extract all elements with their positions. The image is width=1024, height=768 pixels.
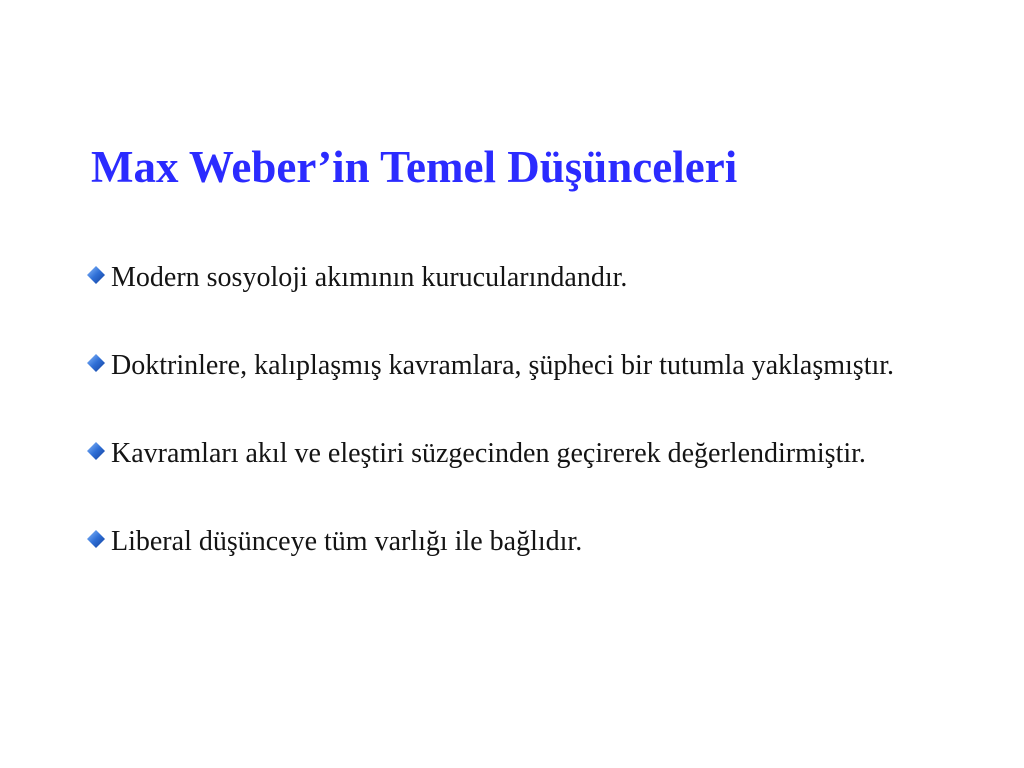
slide-title: Max Weber’in Temel Düşünceleri <box>91 142 738 192</box>
diamond-bullet-icon <box>87 530 105 548</box>
bullet-text: Modern sosyoloji akımının kurucularındandır. <box>111 262 628 293</box>
bullet-text: Kavramları akıl ve eleştiri süzgecinden geçirerek değerlendirmiştir. <box>111 438 866 469</box>
bullet-list <box>87 257 947 609</box>
bullet-item <box>87 257 947 299</box>
bullet-text: Liberal düşünceye tüm varlığı ile bağlıdır. <box>111 526 583 557</box>
diamond-bullet-icon <box>87 266 105 284</box>
bullet-item <box>87 433 947 475</box>
diamond-bullet-icon <box>87 354 105 372</box>
bullet-item <box>87 345 947 387</box>
bullet-item <box>87 521 947 563</box>
bullet-text: Doktrinlere, kalıplaşmış kavramlara, şüpheci bir tutumla yaklaşmıştır. <box>111 350 895 381</box>
diamond-bullet-icon <box>87 442 105 460</box>
